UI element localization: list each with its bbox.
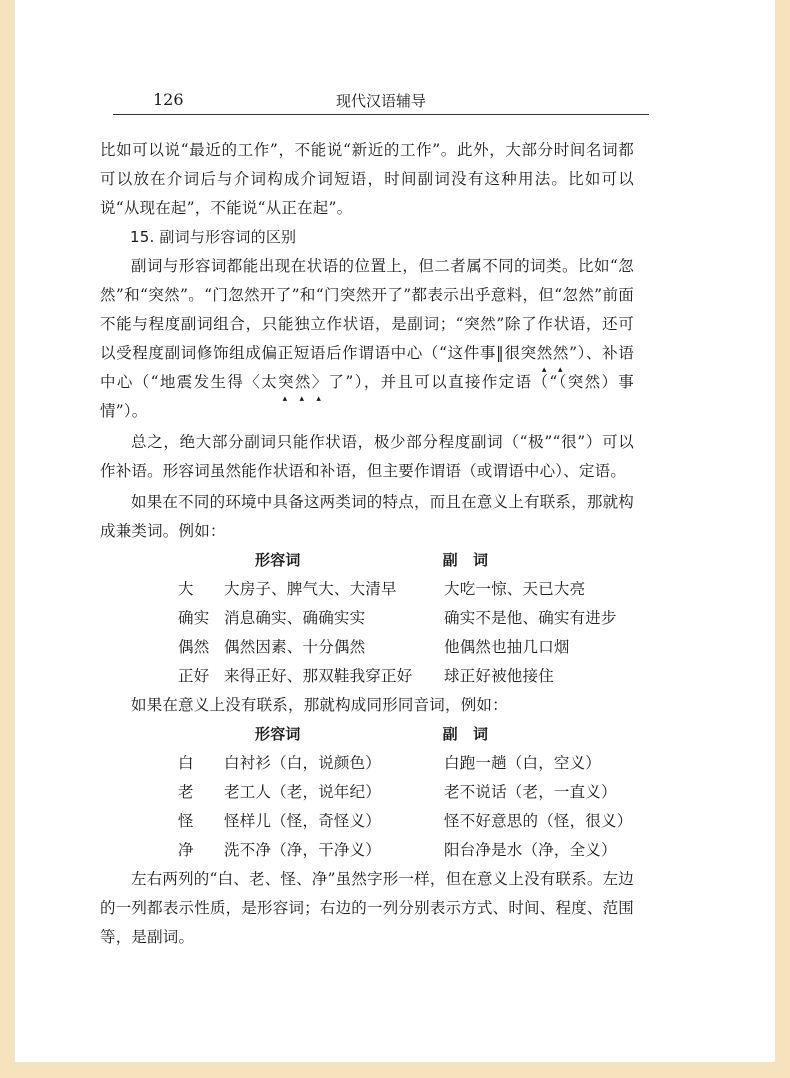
paragraph-1: 比如可以说“最近的工作”，不能说“新近的工作”。此外，大部分时间名词都可以放在介词后与介词构成介词短语，时间副词没有这种用法。比如可以说“从现在起”，不能说“从正在起”。 — [100, 141, 634, 217]
column-header-adverb: 副 词 — [442, 725, 489, 743]
running-title: 现代汉语辅导 — [335, 92, 426, 110]
paragraph-2 — [100, 252, 634, 426]
row-word: 偶然 — [178, 638, 210, 656]
table-concurrent-words — [100, 546, 634, 691]
emphasis-char: 突 ▴ — [521, 344, 537, 362]
emphasis-char: 突 ▴ — [278, 373, 295, 391]
paragraph-2-part-c: 〉了”），并且可以直接作定语（“（突然）事情”）。 — [100, 373, 635, 420]
table-row — [100, 575, 634, 604]
page-body — [100, 136, 634, 952]
row-adverb-example: 球正好被他接住 — [444, 667, 554, 685]
table-row — [100, 836, 634, 865]
row-adjective-example: 来得正好、那双鞋我穿正好 — [224, 667, 413, 685]
row-word: 老 — [178, 783, 194, 801]
paragraph-2-part-b: 然”）、补语中心（“地震发生得〈 — [100, 344, 635, 391]
row-word: 确实 — [178, 609, 210, 627]
table-row — [100, 807, 634, 836]
table-header — [100, 720, 634, 749]
row-adjective-example: 白衬衫（白，说颜色） — [224, 754, 382, 772]
table-row — [100, 633, 634, 662]
page-number: 126 — [153, 90, 184, 109]
row-word: 大 — [178, 580, 194, 598]
table-row — [100, 604, 634, 633]
emphasis-char: 太 ▴ — [261, 373, 278, 391]
row-adjective-example: 怪样儿（怪，奇怪义） — [224, 812, 382, 830]
paragraph-4: 如果在不同的环境中具备这两类词的特点，而且在意义上有联系，那就构成兼类词。例如： — [100, 493, 634, 540]
row-adverb-example: 大吃一惊、天已大亮 — [444, 580, 586, 598]
row-adverb-example: 阳台净是水（净，全义） — [444, 841, 617, 859]
row-word: 怪 — [178, 812, 194, 830]
column-header-adverb: 副 词 — [442, 551, 489, 569]
row-adjective-example: 大房子、脾气大、大清早 — [224, 580, 397, 598]
column-header-adjective: 形容词 — [255, 551, 301, 569]
page-header — [113, 88, 649, 115]
table-row — [100, 749, 634, 778]
table-row — [100, 662, 634, 691]
paragraph-2-part-a: 副词与形容词都能出现在状语的位置上，但二者属不同的词类。比如“忽然”和“突然”。“门忽然开了”和“门突然开了”都表示出乎意料，但“忽然”前面不能与程度副词组合，只能独立作状语，是副词；“突然”除了作状语，还可以受程度副词修饰组成偏正短语后作谓语中心（“这件事‖很 — [100, 257, 634, 362]
table-header — [100, 546, 634, 575]
table-row — [100, 778, 634, 807]
row-word: 白 — [178, 754, 194, 772]
row-adjective-example: 洗不净（净，干净义） — [224, 841, 382, 859]
row-adverb-example: 怪不好意思的（怪，很义） — [444, 812, 633, 830]
row-adverb-example: 确实不是他、确实有进步 — [444, 609, 617, 627]
row-word: 正好 — [178, 667, 210, 685]
row-word: 净 — [178, 841, 194, 859]
table-homonyms — [100, 720, 634, 865]
row-adverb-example: 老不说话（老，一直义） — [444, 783, 617, 801]
row-adjective-example: 偶然因素、十分偶然 — [224, 638, 366, 656]
row-adverb-example: 白跑一趟（白，空义） — [444, 754, 602, 772]
column-header-adjective: 形容词 — [255, 725, 301, 743]
emphasis-char: 然 ▴ — [295, 373, 312, 391]
row-adjective-example: 消息确实、确确实实 — [224, 609, 366, 627]
row-adjective-example: 老工人（老，说年纪） — [224, 783, 382, 801]
paragraph-5: 如果在意义上没有联系，那就构成同形同音词，例如： — [131, 696, 508, 714]
paragraph-3: 总之，绝大部分副词只能作状语，极少部分程度副词（“极”“很”）可以作补语。形容词虽然能作状语和补语，但主要作谓语（或谓语中心）、定语。 — [100, 433, 634, 480]
section-heading: 15. 副词与形容词的区别 — [130, 228, 297, 246]
emphasis-char: 然 ▴ — [537, 344, 553, 362]
row-adverb-example: 他偶然也抽几口烟 — [444, 638, 570, 656]
paragraph-6: 左右两列的“白、老、怪、净”虽然字形一样，但在意义上没有联系。左边的一列都表示性质，是形容词；右边的一列分别表示方式、时间、程度、范围等，是副词。 — [100, 870, 634, 946]
